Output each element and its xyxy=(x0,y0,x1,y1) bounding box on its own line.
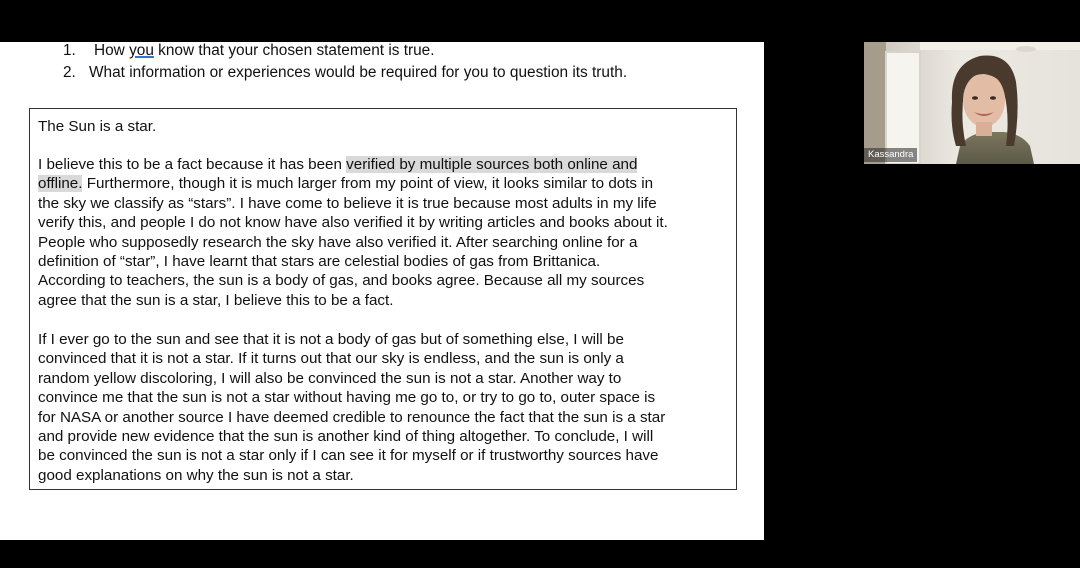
paragraph-line: If I ever go to the sun and see that it is not a body of gas but of something else, I will be xyxy=(38,331,624,348)
paragraph-line: definition of “star”, I have learnt that stars are celestial bodies of gas from Brittanica. xyxy=(38,253,601,271)
text-run: Furthermore, though it is much larger from my point of view, it looks similar to dots in xyxy=(82,175,654,193)
paragraph-line: be convinced the sun is not a star only if I can see it for myself or if trustworthy sources have xyxy=(38,447,659,465)
statement-line: The Sun is a star. xyxy=(38,118,157,135)
highlighted-text: verified by multiple sources both online and xyxy=(346,156,638,173)
paragraph-line: convinced that it is not a star. If it turns out that our sky is endless, and the sun is only a xyxy=(38,350,624,368)
question-text-post: know that your chosen statement is true. xyxy=(153,42,435,59)
paragraph-line: convince me that the sun is not a star without having me go to, or try to go to, outer space is xyxy=(38,389,656,407)
question-number: 2. xyxy=(63,64,76,81)
question-text: What information or experiences would be required for you to question its truth. xyxy=(89,64,628,81)
spellcheck-word: you xyxy=(129,42,154,59)
answer-paragraph-1 xyxy=(38,155,668,310)
paragraph-line: random yellow discoloring, I will also be convinced the sun is not a star. Another way to xyxy=(38,369,622,387)
participant-video-feed xyxy=(864,42,1080,164)
paragraph-line: verify this, and people I do not know have also verified it by writing articles and books about it. xyxy=(38,214,668,232)
paragraph-line: and provide new evidence that the sun is another kind of thing altogether. To conclude, I will xyxy=(38,428,654,446)
participant-video-tile[interactable] xyxy=(864,42,1080,164)
text-run: I believe this to be a fact because it has been xyxy=(38,156,347,173)
paragraph-line: the sky we classify as “stars”. I have come to believe it is true because most adults in my life xyxy=(38,194,657,212)
paragraph-line: for NASA or another source I have deemed credible to renounce the fact that the sun is a star xyxy=(38,408,666,426)
shared-document xyxy=(0,42,764,540)
answer-box xyxy=(29,108,737,490)
highlighted-text: offline. xyxy=(38,175,83,193)
paragraph-line: agree that the sun is a star, I believe this to be a fact. xyxy=(38,291,394,309)
question-number: 1. xyxy=(63,42,76,59)
question-text xyxy=(94,42,435,60)
paragraph-line: According to teachers, the sun is a body of gas, and books agree. Because all my sources xyxy=(38,272,645,290)
answer-paragraph-2 xyxy=(38,330,665,485)
question-text-pre: How xyxy=(94,42,130,59)
paragraph-line xyxy=(38,155,668,174)
paragraph-line xyxy=(38,174,668,193)
paragraph-line: good explanations on why the sun is not a star. xyxy=(38,466,354,484)
paragraph-line: People who supposedly research the sky have also verified it. After searching online for a xyxy=(38,233,638,251)
participant-name-label: Kassandra xyxy=(864,148,917,162)
